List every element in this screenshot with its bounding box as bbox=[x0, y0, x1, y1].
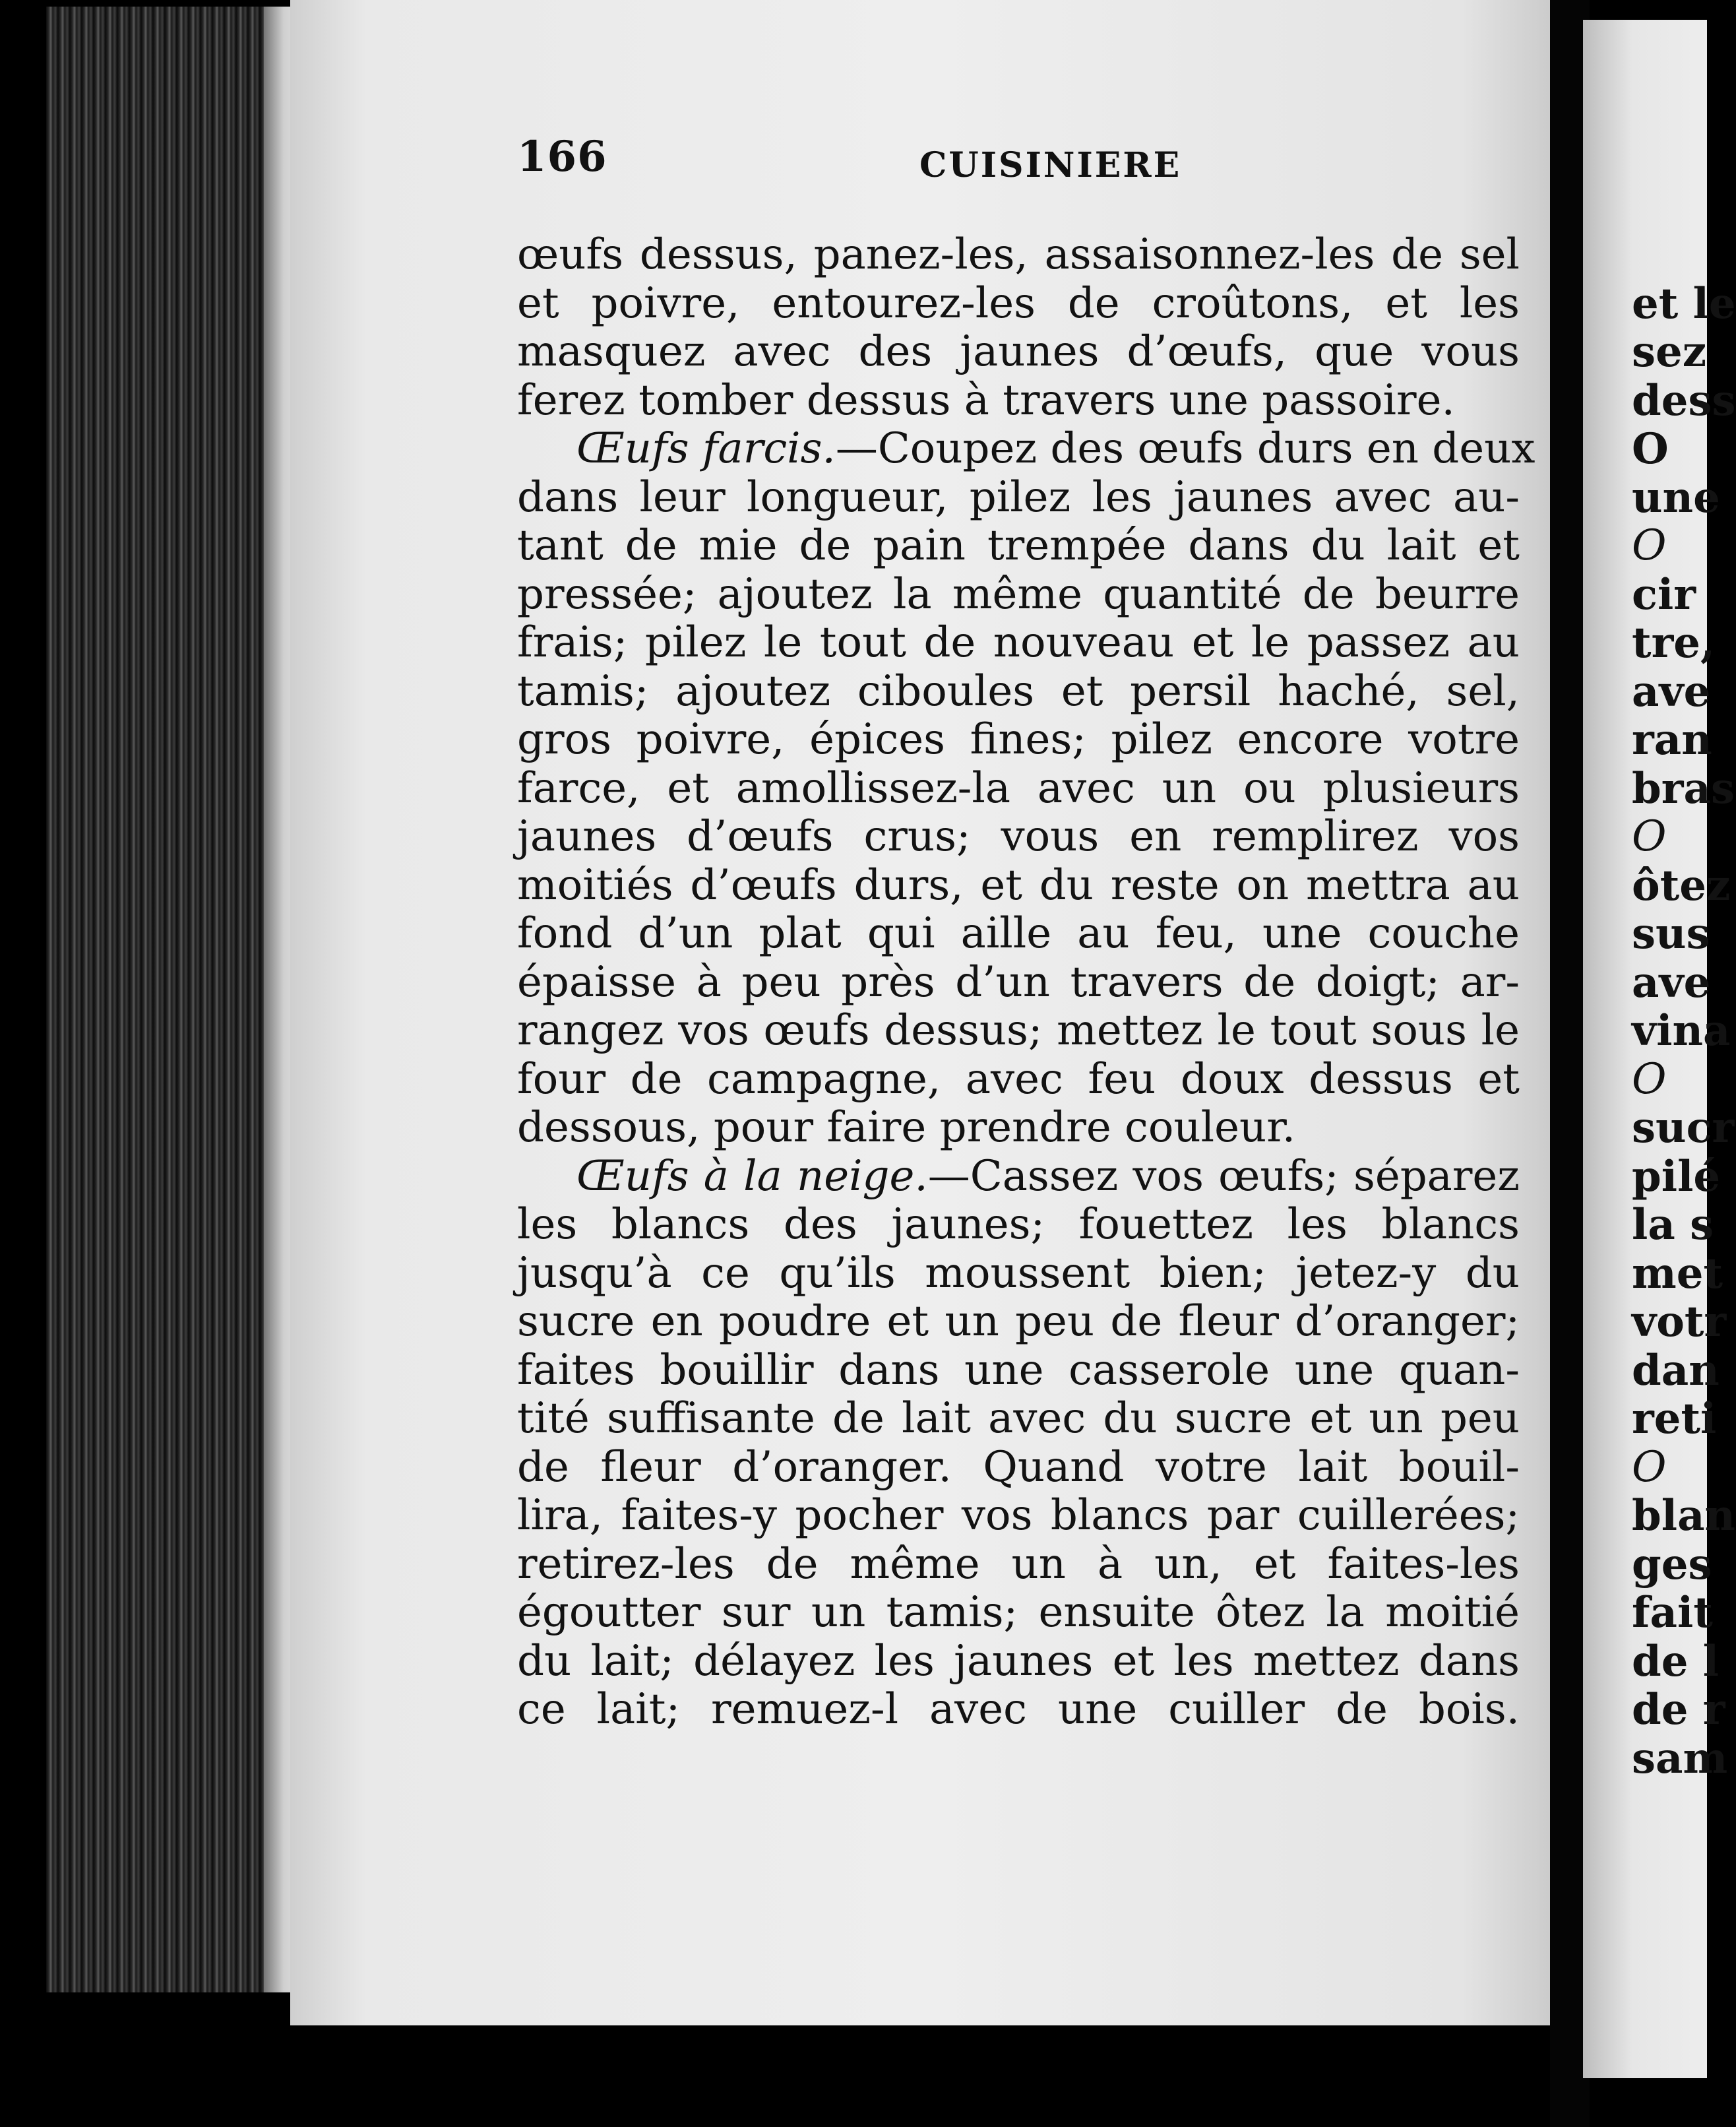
right-fragment: pilé bbox=[1632, 1151, 1721, 1201]
text-line: —Cassez vos œufs; séparez bbox=[927, 1151, 1520, 1201]
right-fragment: blan bbox=[1632, 1491, 1736, 1540]
text-line: moitiés d’œufs durs, et du reste on mettra au bbox=[517, 860, 1520, 910]
text-line: épaisse à peu près d’un travers de doigt; ar- bbox=[517, 957, 1520, 1007]
recipe-title: Œufs farcis. bbox=[576, 424, 836, 473]
text-line: jaunes d’œufs crus; vous en remplirez vos bbox=[517, 812, 1520, 861]
text-line: gros poivre, épices fines; pilez encore votre bbox=[517, 715, 1520, 764]
right-fragment: la s bbox=[1632, 1200, 1714, 1250]
right-fragment: sus bbox=[1632, 909, 1710, 959]
text-line: de fleur d’oranger. Quand votre lait bouil- bbox=[517, 1442, 1520, 1492]
text-line: tant de mie de pain trempée dans du lait et bbox=[517, 521, 1520, 570]
right-page-text-fragments bbox=[1632, 231, 1736, 1783]
right-fragment: une bbox=[1632, 472, 1720, 523]
recipe-heading-line bbox=[517, 1153, 1520, 1201]
text-line: fond d’un plat qui aille au feu, une couche bbox=[517, 909, 1520, 958]
right-fragment: sucr bbox=[1632, 1103, 1735, 1153]
right-fragment: reti bbox=[1632, 1394, 1717, 1444]
text-line: tamis; ajoutez ciboules et persil haché, sel, bbox=[517, 666, 1520, 716]
right-fragment: et le bbox=[1632, 278, 1736, 329]
right-fragment: met bbox=[1632, 1248, 1723, 1298]
text-line: sucre en poudre et un peu de fleur d’oranger; bbox=[517, 1297, 1520, 1346]
text-line: retirez-les de même un à un, et faites-les bbox=[517, 1539, 1520, 1589]
right-fragment: de r bbox=[1632, 1685, 1725, 1734]
text-line: ferez tomber dessus à travers une passoire. bbox=[517, 375, 1455, 425]
text-line: four de campagne, avec feu doux dessus et bbox=[517, 1054, 1520, 1104]
text-line: faites bouillir dans une casserole une quan- bbox=[517, 1345, 1520, 1395]
text-line: œufs dessus, panez-les, assaisonnez-les de sel bbox=[517, 230, 1520, 279]
text-line: égoutter sur un tamis; ensuite ôtez la moitié bbox=[517, 1588, 1520, 1637]
right-fragment: sez bbox=[1632, 327, 1707, 377]
right-fragment: ran bbox=[1632, 715, 1712, 765]
text-line: tité suffisante de lait avec du sucre et un peu bbox=[517, 1394, 1520, 1443]
right-fragment: ave bbox=[1632, 957, 1711, 1007]
text-line: du lait; délayez les jaunes et les mettez dans bbox=[517, 1636, 1520, 1686]
text-line: jusqu’à ce qu’ils moussent bien; jetez-y du bbox=[517, 1248, 1520, 1298]
recipe-title: Œufs à la neige. bbox=[576, 1151, 928, 1201]
text-line: farce, et amollissez-la avec un ou plusieurs bbox=[517, 763, 1520, 813]
right-fragment: ave bbox=[1632, 666, 1711, 716]
text-line: dans leur longueur, pilez les jaunes avec au- bbox=[517, 472, 1520, 522]
right-fragment: fait bbox=[1632, 1588, 1713, 1637]
text-line: —Coupez des œufs durs en deux bbox=[835, 424, 1535, 473]
page-header-title: CUISINIERE bbox=[919, 145, 1182, 185]
text-line: masquez avec des jaunes d’œufs, que vous bbox=[517, 327, 1520, 376]
text-line: et poivre, entourez-les de croûtons, et les bbox=[517, 278, 1520, 328]
right-fragment: sam bbox=[1632, 1733, 1728, 1783]
right-fragment: bras bbox=[1632, 763, 1735, 813]
right-fragment: O bbox=[1632, 1442, 1667, 1492]
right-fragment: O bbox=[1632, 521, 1667, 570]
right-fragment bbox=[1632, 231, 1707, 280]
right-fragment: dan bbox=[1632, 1345, 1720, 1395]
right-fragment: dess bbox=[1632, 375, 1736, 426]
right-fragment: O bbox=[1632, 424, 1669, 474]
body-text bbox=[517, 230, 1535, 1734]
right-fragment: O bbox=[1632, 812, 1667, 861]
text-line: rangez vos œufs dessus; mettez le tout sous le bbox=[517, 1006, 1520, 1055]
right-fragment: ges bbox=[1632, 1539, 1712, 1589]
right-fragment: tre, bbox=[1632, 618, 1716, 668]
recipe-heading-line bbox=[517, 424, 1535, 474]
right-fragment: O bbox=[1632, 1054, 1667, 1104]
book-page-edges bbox=[46, 7, 290, 1992]
right-fragment: ôtez bbox=[1632, 860, 1731, 910]
running-head bbox=[517, 132, 1520, 198]
text-line: dessous, pour faire prendre couleur. bbox=[517, 1103, 1296, 1152]
right-fragment: cir bbox=[1632, 569, 1696, 619]
text-line: pressée; ajoutez la même quantité de beurre bbox=[517, 569, 1520, 619]
right-fragment: de l bbox=[1632, 1636, 1720, 1686]
text-line: frais; pilez le tout de nouveau et le passez au bbox=[517, 618, 1520, 667]
right-fragment: votr bbox=[1632, 1297, 1727, 1347]
text-line: lira, faites-y pocher vos blancs par cuillerées; bbox=[517, 1491, 1520, 1540]
page-number: 166 bbox=[517, 132, 607, 181]
text-line: les blancs des jaunes; fouettez les blancs bbox=[517, 1200, 1520, 1249]
text-line: ce lait; remuez-l avec une cuiller de bois. bbox=[517, 1685, 1520, 1734]
right-fragment: vina bbox=[1632, 1006, 1731, 1056]
